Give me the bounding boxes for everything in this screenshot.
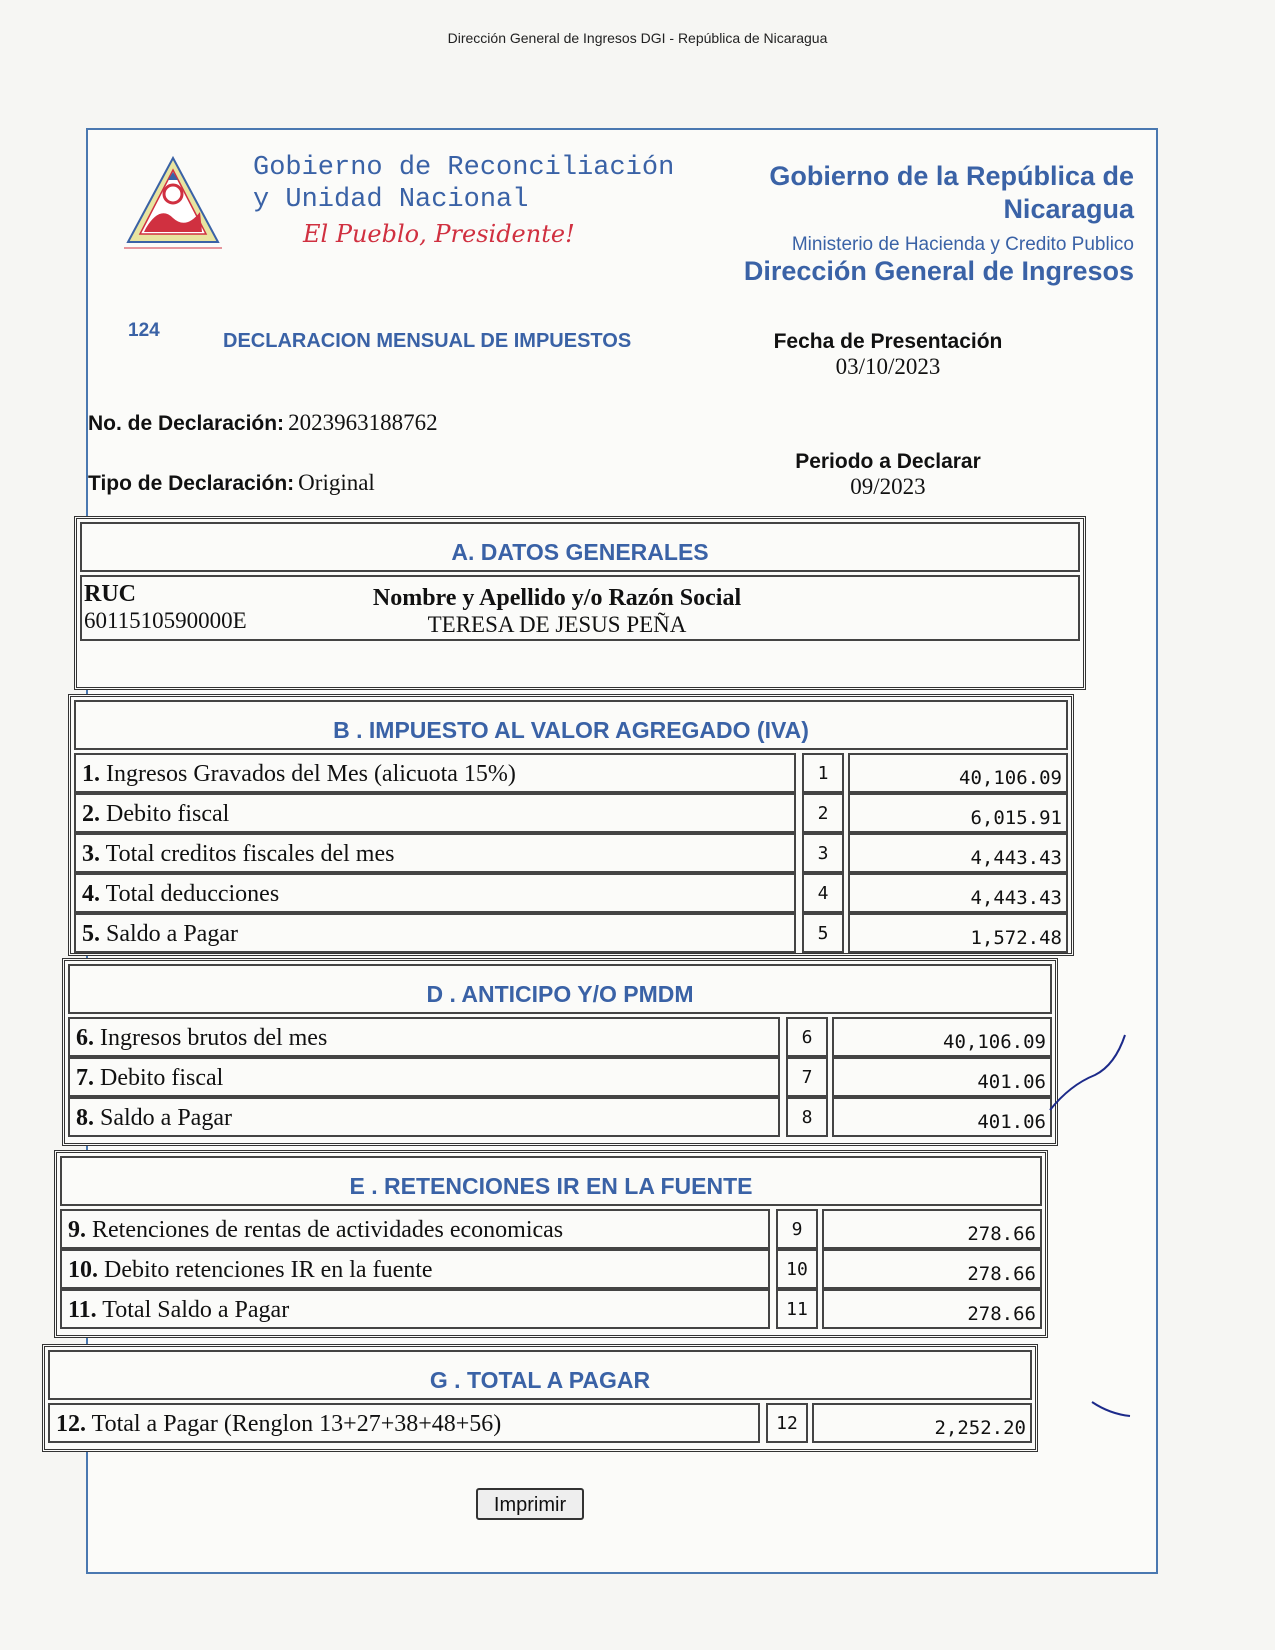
form-title: DECLARACION MENSUAL DE IMPUESTOS [223, 330, 632, 352]
line-description-text: Ingresos brutos del mes [100, 1025, 328, 1051]
line-number-label: 10. [68, 1257, 98, 1283]
line-amount: 6,015.91 [848, 793, 1068, 833]
line-box-number: 10 [776, 1249, 818, 1289]
line-box-number: 9 [776, 1209, 818, 1249]
line-amount: 4,443.43 [848, 833, 1068, 873]
line-number-label: 2. [82, 801, 100, 827]
line-amount: 401.06 [832, 1097, 1052, 1137]
line-amount: 2,252.20 [812, 1403, 1032, 1443]
line-item-row [74, 913, 1068, 953]
line-description-text: Debito retenciones IR en la fuente [104, 1257, 433, 1283]
line-description-text: Ingresos Gravados del Mes (alicuota 15%) [106, 761, 516, 787]
section-d-anticipo [62, 958, 1058, 1146]
line-amount: 40,106.09 [848, 753, 1068, 793]
section-a-title: A. DATOS GENERALES [80, 522, 1080, 572]
line-description [74, 913, 796, 953]
line-description [74, 793, 796, 833]
line-item-row [48, 1403, 1032, 1443]
line-number-label: 4. [82, 881, 100, 907]
line-box-number: 1 [802, 753, 844, 793]
ruc-field [84, 581, 247, 634]
fecha-value: 03/10/2023 [835, 354, 941, 379]
line-description-text: Debito fiscal [100, 1065, 224, 1091]
datos-generales-row [80, 575, 1080, 641]
tipo-label: Tipo de Declaración: [88, 472, 295, 495]
line-item-row [68, 1097, 1052, 1137]
line-box-number: 3 [802, 833, 844, 873]
ruc-value: 6011510590000E [84, 608, 247, 633]
periodo-label: Periodo a Declarar [795, 450, 981, 473]
section-g-rows [45, 1403, 1035, 1443]
line-box-number: 6 [786, 1017, 828, 1057]
government-slogan [253, 152, 674, 248]
line-item-row [60, 1249, 1042, 1289]
line-description [60, 1249, 770, 1289]
line-number-label: 1. [82, 761, 100, 787]
line-item-row [68, 1057, 1052, 1097]
line-item-row [74, 753, 1068, 793]
fecha-label: Fecha de Presentación [773, 330, 1003, 353]
line-description-text: Total deducciones [105, 881, 280, 907]
line-item-row [68, 1017, 1052, 1057]
line-box-number: 2 [802, 793, 844, 833]
razon-social-field [342, 585, 772, 638]
republic-line1: Gobierno de la República de [769, 161, 1134, 191]
section-d-title: D . ANTICIPO Y/O PMDM [68, 964, 1052, 1014]
print-button[interactable]: Imprimir [476, 1488, 584, 1520]
fecha-presentacion [758, 330, 1018, 380]
line-number-label: 5. [82, 921, 100, 947]
line-number-label: 6. [76, 1025, 94, 1051]
line-description [74, 833, 796, 873]
line-description-text: Total Saldo a Pagar [102, 1297, 290, 1323]
line-number-label: 12. [56, 1411, 86, 1437]
line-box-number: 11 [776, 1289, 818, 1329]
line-description [48, 1403, 760, 1443]
declaration-number [88, 410, 438, 436]
line-description-text: Retenciones de rentas de actividades economicas [92, 1217, 564, 1243]
line-description [74, 873, 796, 913]
agency-name: Dirección General de Ingresos [743, 256, 1134, 286]
section-d-rows [65, 1017, 1055, 1137]
line-amount: 4,443.43 [848, 873, 1068, 913]
section-g-total [42, 1344, 1038, 1452]
line-amount: 40,106.09 [832, 1017, 1052, 1057]
gov-left-line1: Gobierno de Reconciliación [253, 153, 675, 183]
line-description-text: Debito fiscal [106, 801, 230, 827]
razon-social-label: Nombre y Apellido y/o Razón Social [372, 585, 742, 611]
line-box-number: 7 [786, 1057, 828, 1097]
line-amount: 278.66 [822, 1289, 1042, 1329]
line-description [68, 1017, 780, 1057]
ruc-label: RUC [84, 581, 136, 607]
tax-declaration-sheet [56, 128, 1158, 1574]
line-description-text: Total a Pagar (Renglon 13+27+38+48+56) [91, 1411, 502, 1437]
section-e-title: E . RETENCIONES IR EN LA FUENTE [60, 1156, 1042, 1206]
line-description [74, 753, 796, 793]
periodo-declarar [758, 450, 1018, 500]
section-e-rows [57, 1209, 1045, 1329]
gov-left-line2: y Unidad Nacional [253, 185, 529, 215]
line-number-label: 8. [76, 1105, 94, 1131]
line-item-row [74, 793, 1068, 833]
line-box-number: 5 [802, 913, 844, 953]
line-box-number: 8 [786, 1097, 828, 1137]
line-description-text: Total creditos fiscales del mes [105, 841, 395, 867]
line-number-label: 9. [68, 1217, 86, 1243]
line-description [60, 1209, 770, 1249]
motto: El Pueblo, Presidente! [303, 220, 575, 248]
line-description-text: Saldo a Pagar [100, 1105, 232, 1131]
line-amount: 278.66 [822, 1249, 1042, 1289]
line-box-number: 12 [766, 1403, 808, 1443]
line-amount: 278.66 [822, 1209, 1042, 1249]
decl-no-label: No. de Declaración: [88, 412, 285, 435]
section-a-datos-generales [74, 516, 1086, 690]
line-description-text: Saldo a Pagar [106, 921, 238, 947]
section-e-retenciones [54, 1150, 1048, 1338]
fsln-triangle-logo-icon [118, 150, 228, 260]
line-box-number: 4 [802, 873, 844, 913]
ministry-name: Ministerio de Hacienda y Credito Publico [791, 234, 1134, 255]
pen-stroke-icon [1090, 1398, 1135, 1422]
line-item-row [74, 873, 1068, 913]
line-number-label: 7. [76, 1065, 94, 1091]
line-amount: 401.06 [832, 1057, 1052, 1097]
decl-no-value: 2023963188762 [288, 410, 438, 435]
line-amount: 1,572.48 [848, 913, 1068, 953]
line-item-row [60, 1289, 1042, 1329]
form-code: 124 [128, 320, 160, 341]
line-number-label: 11. [68, 1297, 97, 1323]
periodo-value: 09/2023 [850, 474, 926, 499]
line-description [68, 1057, 780, 1097]
line-description [60, 1289, 770, 1329]
pen-check-mark-icon [1040, 1030, 1140, 1130]
republic-line2: Nicaragua [1003, 194, 1134, 224]
declaration-type [88, 470, 375, 496]
section-b-iva [68, 694, 1074, 956]
tipo-value: Original [298, 470, 375, 495]
line-description [68, 1097, 780, 1137]
line-item-row [74, 833, 1068, 873]
line-item-row [60, 1209, 1042, 1249]
section-b-title: B . IMPUESTO AL VALOR AGREGADO (IVA) [74, 700, 1068, 750]
razon-social-value: TERESA DE JESUS PEÑA [427, 612, 687, 637]
section-b-rows [71, 753, 1071, 953]
line-number-label: 3. [82, 841, 100, 867]
agency-header [744, 160, 1134, 287]
section-g-title: G . TOTAL A PAGAR [48, 1350, 1032, 1400]
page-caption: Dirección General de Ingresos DGI - República de Nicaragua [447, 30, 828, 46]
